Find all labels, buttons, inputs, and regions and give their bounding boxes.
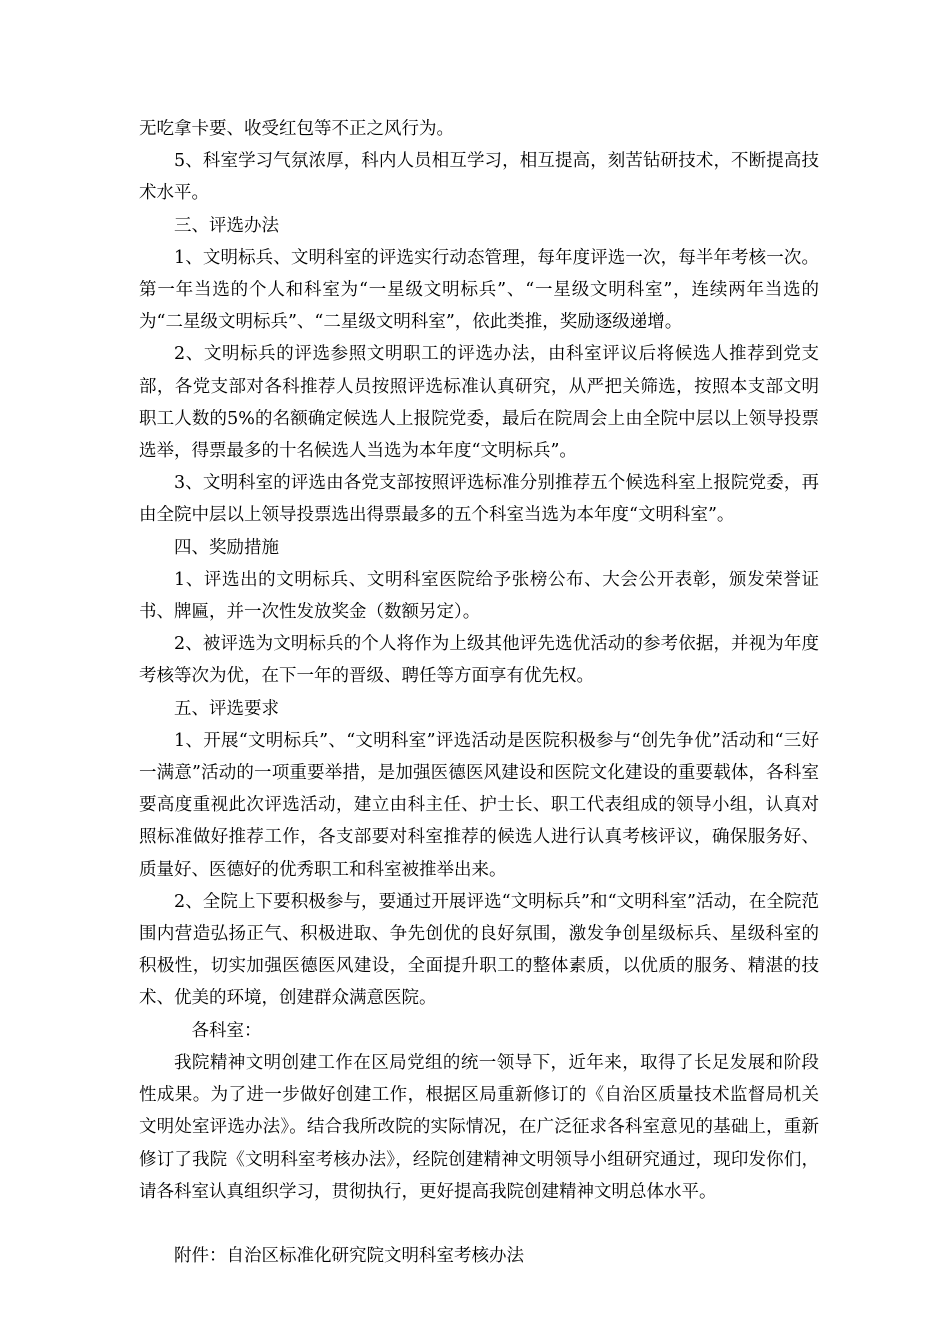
paragraph: 1、文明标兵、文明科室的评选实行动态管理，每年度评选一次，每半年考核一次。第一年当选的个人和科室为“一星级文明标兵”、“一星级文明科室”，连续两年当选的为“二星级文明标兵”、“二星级文明科室”，依此类推，奖励逐级递增。 <box>139 247 819 333</box>
section-heading: 五、评选要求 <box>174 698 279 719</box>
paragraph: 2、文明标兵的评选参照文明职工的评选办法，由科室评议后将候选人推荐到党支部，各党支部对各科推荐人员按照评选标准认真研究，从严把关筛选，按照本支部文明职工人数的5%的名额确定候选人上报院党委，最后在院周会上由全院中层以上领导投票选举，得票最多的十名候选人当选为本年度“文明标兵”。 <box>139 344 819 462</box>
attachment-line: 附件：自治区标准化研究院文明科室考核办法 <box>174 1245 524 1266</box>
paragraph: 1、评选出的文明标兵、文明科室医院给予张榜公布、大会公开表彰，颁发荣誉证书、牌匾，并一次性发放奖金（数额另定）。 <box>139 569 819 623</box>
paragraph: 我院精神文明创建工作在区局党组的统一领导下，近年来，取得了长足发展和阶段性成果。为了进一步做好创建工作，根据区局重新修订的《自治区质量技术监督局机关文明处室评选办法》。结合我所改院的实际情况，在广泛征求各科室意见的基础上，重新修订了我院《文明科室考核办法》，经院创建精神文明领导小组研究通过，现印发你们，请各科室认真组织学习，贯彻执行，更好提高我院创建精神文明总体水平。 <box>139 1052 819 1202</box>
document-page <box>139 113 819 1272</box>
section-heading: 三、评选办法 <box>174 215 279 236</box>
section-heading: 四、奖励措施 <box>174 537 279 558</box>
paragraph: 5、科室学习气氛浓厚，科内人员相互学习，相互提高，刻苦钻研技术，不断提高技术水平。 <box>139 151 819 204</box>
paragraph: 无吃拿卡要、收受红包等不正之风行为。 <box>139 119 454 139</box>
paragraph: 3、文明科室的评选由各党支部按照评选标准分别推荐五个候选科室上报院党委，再由全院中层以上领导投票选出得票最多的五个科室当选为本年度“文明科室”。 <box>139 473 819 526</box>
paragraph: 1、开展“文明标兵”、“文明科室”评选活动是医院积极参与“创先争优”活动和“三好一满意”活动的一项重要举措，是加强医德医风建设和医院文化建设的重要载体，各科室要高度重视此次评选活动，建立由科主任、护士长、职工代表组成的领导小组，认真对照标准做好推荐工作，各支部要对科室推荐的候选人进行认真考核评议，确保服务好、质量好、医德好的优秀职工和科室被推举出来。 <box>139 730 819 880</box>
salutation: 各科室： <box>191 1020 262 1041</box>
paragraph: 2、被评选为文明标兵的个人将作为上级其他评先选优活动的参考依据，并视为年度考核等次为优，在下一年的晋级、聘任等方面享有优先权。 <box>139 634 819 687</box>
paragraph: 2、全院上下要积极参与，要通过开展评选“文明标兵”和“文明科室”活动，在全院范围内营造弘扬正气、积极进取、争先创优的良好氛围，激发争创星级标兵、星级科室的积极性，切实加强医德医风建设，全面提升职工的整体素质，以优质的服务、精湛的技术、优美的环境，创建群众满意医院。 <box>139 891 819 1009</box>
